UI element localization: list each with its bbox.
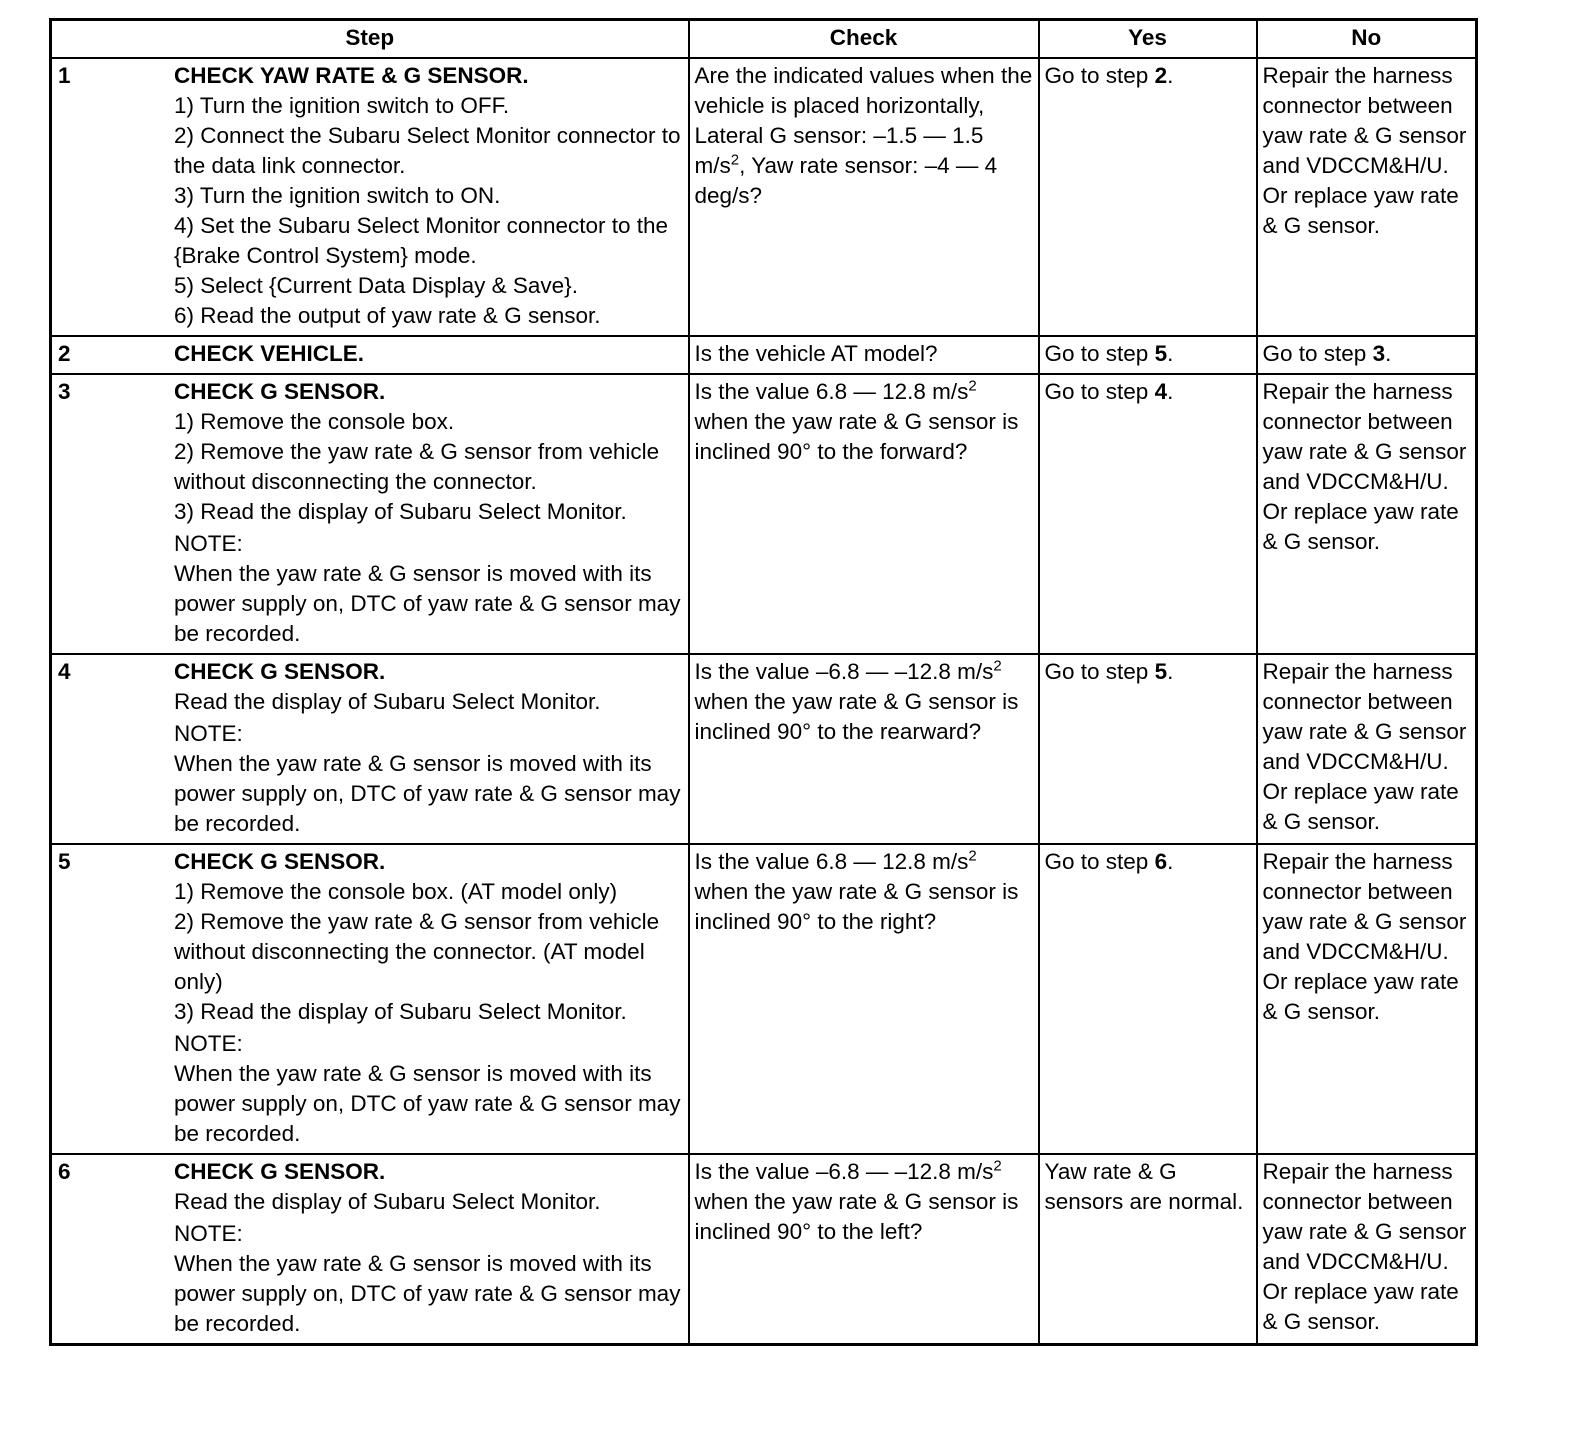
step-cell	[51, 654, 689, 844]
table-row	[51, 844, 1477, 1154]
yes-cell	[1039, 58, 1257, 336]
superscript: 2	[993, 657, 1002, 675]
yes-step-ref: 5	[1154, 341, 1168, 366]
yes-text: Go to step	[1044, 849, 1155, 874]
yes-step-ref: 6	[1154, 849, 1168, 874]
step-number: 3	[58, 379, 71, 404]
yes-cell: Yaw rate & G sensors are normal.	[1039, 1154, 1257, 1345]
header-step: Step	[51, 20, 689, 59]
step-instruction: 3) Read the display of Subaru Select Monitor.	[174, 499, 627, 524]
step-title: CHECK G SENSOR.	[174, 379, 386, 404]
check-text: Are the indicated values when the vehicle is placed horizontally, Lateral G sensor: –1.5 — 1.5 m/s	[694, 63, 1033, 178]
yes-text: Go to step	[1044, 63, 1155, 88]
step-instruction: 2) Remove the yaw rate & G sensor from vehicle without disconnecting the connector.	[174, 439, 660, 494]
step-instruction: Read the display of Subaru Select Monitor.	[174, 689, 601, 714]
note-text: When the yaw rate & G sensor is moved with its power supply on, DTC of yaw rate & G sensor may be recorded.	[174, 561, 681, 646]
yes-suffix: .	[1167, 379, 1174, 404]
yes-cell	[1039, 654, 1257, 844]
yes-suffix: .	[1167, 849, 1174, 874]
check-text-cont: when the yaw rate & G sensor is inclined 90° to the rearward?	[694, 689, 1019, 744]
note-label: NOTE:	[174, 721, 243, 746]
step-instruction: 1) Remove the console box.	[174, 409, 455, 434]
step-cell	[51, 374, 689, 654]
no-cell: Repair the harness connector between yaw rate & G sensor and VDCCM&H/U. Or replace yaw rate & G sensor.	[1257, 58, 1477, 336]
table-row	[51, 336, 1477, 374]
yes-cell	[1039, 844, 1257, 1154]
yes-suffix: .	[1167, 341, 1174, 366]
diagnostic-table	[49, 18, 1478, 1346]
step-cell	[51, 1154, 689, 1345]
step-number: 2	[58, 341, 71, 366]
step-cell	[51, 58, 689, 336]
header-check: Check	[689, 20, 1039, 59]
step-instruction: 2) Connect the Subaru Select Monitor connector to the data link connector.	[174, 123, 681, 178]
check-text: Is the value 6.8 — 12.8 m/s	[694, 379, 969, 404]
no-suffix: .	[1385, 341, 1392, 366]
superscript: 2	[968, 847, 977, 865]
yes-suffix: .	[1167, 63, 1174, 88]
header-no: No	[1257, 20, 1477, 59]
check-text-cont: when the yaw rate & G sensor is inclined 90° to the left?	[694, 1189, 1019, 1244]
step-title: CHECK YAW RATE & G SENSOR.	[174, 63, 529, 88]
step-cell	[51, 844, 689, 1154]
step-title: CHECK VEHICLE.	[174, 341, 365, 366]
superscript: 2	[993, 1157, 1002, 1175]
no-text: Go to step	[1262, 341, 1373, 366]
step-instruction: 4) Set the Subaru Select Monitor connector to the {Brake Control System} mode.	[174, 213, 669, 268]
step-instruction: 1) Remove the console box. (AT model only)	[174, 879, 618, 904]
superscript: 2	[730, 151, 740, 169]
step-instruction: 6) Read the output of yaw rate & G sensor.	[174, 303, 601, 328]
yes-text: Go to step	[1044, 341, 1155, 366]
step-cell	[51, 336, 689, 374]
step-number: 1	[58, 63, 71, 88]
yes-cell	[1039, 336, 1257, 374]
check-cell	[689, 844, 1039, 1154]
no-cell	[1257, 336, 1477, 374]
check-text-cont: when the yaw rate & G sensor is inclined 90° to the right?	[694, 879, 1019, 934]
check-cell	[689, 654, 1039, 844]
table-row	[51, 1154, 1477, 1345]
step-title: CHECK G SENSOR.	[174, 1159, 386, 1184]
yes-text: Go to step	[1044, 379, 1155, 404]
note-label: NOTE:	[174, 531, 243, 556]
yes-suffix: .	[1167, 659, 1174, 684]
yes-step-ref: 4	[1154, 379, 1168, 404]
step-instruction: Read the display of Subaru Select Monitor.	[174, 1189, 601, 1214]
step-number: 6	[58, 1159, 71, 1184]
table-row	[51, 654, 1477, 844]
yes-step-ref: 2	[1154, 63, 1168, 88]
check-text: Is the value –6.8 — –12.8 m/s	[694, 659, 994, 684]
table-row	[51, 374, 1477, 654]
no-cell: Repair the harness connector between yaw rate & G sensor and VDCCM&H/U. Or replace yaw rate & G sensor.	[1257, 1154, 1477, 1345]
check-text: Is the value –6.8 — –12.8 m/s	[694, 1159, 994, 1184]
yes-text: Go to step	[1044, 659, 1155, 684]
step-title: CHECK G SENSOR.	[174, 849, 386, 874]
step-title: CHECK G SENSOR.	[174, 659, 386, 684]
check-cell	[689, 374, 1039, 654]
check-cell	[689, 1154, 1039, 1345]
check-cell: Is the vehicle AT model?	[689, 336, 1039, 374]
note-text: When the yaw rate & G sensor is moved with its power supply on, DTC of yaw rate & G sensor may be recorded.	[174, 751, 681, 836]
yes-step-ref: 5	[1154, 659, 1168, 684]
header-yes: Yes	[1039, 20, 1257, 59]
table-row	[51, 58, 1477, 336]
note-label: NOTE:	[174, 1221, 243, 1246]
step-instruction: 1) Turn the ignition switch to OFF.	[174, 93, 510, 118]
note-text: When the yaw rate & G sensor is moved with its power supply on, DTC of yaw rate & G sensor may be recorded.	[174, 1251, 681, 1336]
step-instruction: 5) Select {Current Data Display & Save}.	[174, 273, 578, 298]
no-cell: Repair the harness connector between yaw rate & G sensor and VDCCM&H/U. Or replace yaw rate & G sensor.	[1257, 374, 1477, 654]
note-label: NOTE:	[174, 1031, 243, 1056]
check-text: Is the value 6.8 — 12.8 m/s	[694, 849, 969, 874]
step-instruction: 2) Remove the yaw rate & G sensor from vehicle without disconnecting the connector. (AT model only)	[174, 909, 660, 994]
check-cell	[689, 58, 1039, 336]
step-number: 4	[58, 659, 71, 684]
check-text-cont: , Yaw rate sensor: –4 — 4 deg/s?	[694, 153, 998, 208]
no-cell: Repair the harness connector between yaw rate & G sensor and VDCCM&H/U. Or replace yaw rate & G sensor.	[1257, 844, 1477, 1154]
superscript: 2	[968, 377, 977, 395]
step-instruction: 3) Read the display of Subaru Select Monitor.	[174, 999, 627, 1024]
no-cell: Repair the harness connector between yaw rate & G sensor and VDCCM&H/U. Or replace yaw rate & G sensor.	[1257, 654, 1477, 844]
check-text-cont: when the yaw rate & G sensor is inclined 90° to the forward?	[694, 409, 1019, 464]
header-row	[51, 20, 1477, 59]
step-instruction: 3) Turn the ignition switch to ON.	[174, 183, 501, 208]
yes-cell	[1039, 374, 1257, 654]
step-number: 5	[58, 849, 71, 874]
no-step-ref: 3	[1372, 341, 1386, 366]
note-text: When the yaw rate & G sensor is moved with its power supply on, DTC of yaw rate & G sensor may be recorded.	[174, 1061, 681, 1146]
